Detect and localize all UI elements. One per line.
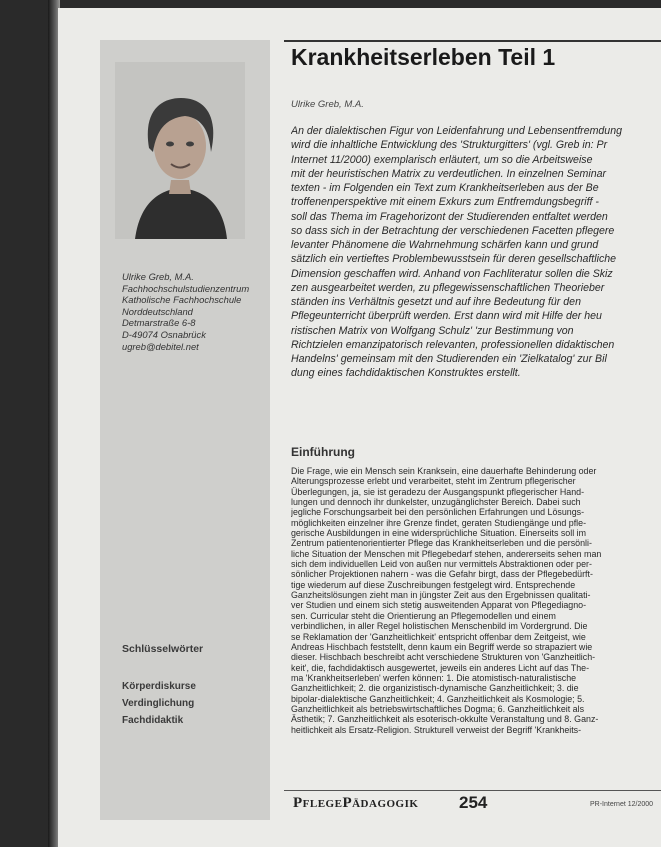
title-rule bbox=[284, 40, 661, 42]
abstract-line: texten - im Folgenden ein Text zum Krankheitserleben aus der Be bbox=[291, 182, 599, 194]
body-line: jegliche Forschungsarbeit bei den persönlichen Erfahrungen und Lösungs- bbox=[291, 507, 585, 518]
portrait-image bbox=[115, 62, 245, 239]
page-number: 254 bbox=[459, 793, 488, 812]
body-line: keit', die, fachdidaktisch ausgewertet, jeweils ein anderes Licht auf das The- bbox=[291, 662, 590, 673]
body-line: lungen und dennoch ihr dunkelster, unzugänglichster Bereich. Dabei such bbox=[291, 497, 581, 508]
body-line: gerische Ausbildungen in eine widersprüchliche Situation. Einerseits soll im bbox=[291, 528, 587, 539]
abstract-line: levanter Phänomene die Wahrnehmung schärfen kann und grund bbox=[291, 239, 599, 251]
body-line: Ganzheitlichkeit; 2. die organizistisch-dynamische Ganzheitlichkeit; 3. die bbox=[291, 683, 579, 694]
body-line: liche Situation der Menschen mit Pflegebedarf stehen, andererseits sehen man bbox=[291, 548, 602, 559]
abstract bbox=[291, 124, 661, 381]
body-line: Ganzheitslösungen zieht man in jüngster Zeit aus den Ergebnissen qualitati- bbox=[291, 590, 591, 601]
abstract-line: troffenenperspektive mit einem Exkurs zum Entfremdungsbegriff - bbox=[291, 196, 599, 209]
abstract-line: so dass sich in der Betrachtung der verschiedenen Facetten pflegere bbox=[291, 224, 615, 237]
author-info-line: Fachhochschulstudienzentrum bbox=[122, 282, 250, 294]
abstract-line: Internet 11/2000) exemplarisch erläutert, um so die Arbeitsweise bbox=[291, 153, 593, 166]
abstract-line: Handelns' gemeinsam mit den Studierenden ein 'Zielkatalog' zur Bil bbox=[291, 353, 607, 365]
keywords-title: Schlüsselwörter bbox=[122, 643, 204, 655]
article-byline: Ulrike Greb, M.A. bbox=[291, 99, 364, 110]
body-line: tige wiederum auf diese Zuschreibungen festgelegt wird. Entsprechende bbox=[291, 579, 576, 590]
keyword-item: Verdinglichung bbox=[122, 698, 195, 709]
abstract-line: An der dialektischen Figur von Leidenfahrung und Lebensentfremdung bbox=[291, 125, 622, 137]
author-info-line: Ulrike Greb, M.A. bbox=[122, 271, 194, 282]
author-info-line: D-49074 Osnabrück bbox=[122, 328, 206, 340]
body-line: Die Frage, wie ein Mensch sein Kranksein, eine dauerhafte Behinderung oder bbox=[291, 466, 597, 476]
body-line: se Reklamation der 'Ganzheitlichkeit' entspricht offenbar dem Zeitgeist, wie bbox=[291, 631, 586, 642]
body-line: Ganzheitlichkeit als betriebswirtschaftliches Dogma; 6. Ganzheitlichkeit als bbox=[291, 703, 585, 714]
article-title: Krankheitserleben Teil 1 bbox=[291, 44, 556, 70]
abstract-line: ristischen Matrix von Wolfgang Schulz' 'zur Bestimmung von bbox=[291, 324, 574, 337]
abstract-line: zen ausgearbeitet werden, zu pflegewissenschaftlichen Theorieber bbox=[291, 281, 605, 294]
body-line: ver Studien und einem sich stetig ausweitenden Apparat von Pflegediagno- bbox=[291, 600, 587, 611]
keywords-list bbox=[122, 678, 196, 729]
keyword-item: Körperdiskurse bbox=[122, 681, 196, 692]
body-line: möglichkeiten einzelner ihre Grenze findet, geraten Studiengänge und pfle- bbox=[291, 517, 587, 528]
abstract-line: mit der heuristischen Matrix zu verdeutlichen. In einzelnen Seminar bbox=[291, 167, 607, 180]
author-address bbox=[122, 271, 262, 352]
issue-reference: PR-Internet 12/2000 bbox=[590, 801, 654, 808]
body-text bbox=[291, 466, 661, 735]
body-line: dieser. Hischbach beschreibt acht verschiedene Strukturen von 'Ganzheitlich- bbox=[291, 652, 596, 663]
body-line: sönlicher Projektionen nahern - was die Gefahr birgt, dass der Pflegebedürft- bbox=[291, 569, 593, 580]
section-heading: Einführung bbox=[291, 445, 355, 459]
abstract-line: Dimension geschaffen wird. Anhand von Fachliteratur sollen die Skiz bbox=[291, 267, 613, 280]
body-line: Andreas Hischbach feststellt, denn kaum ein Begriff werde so strapaziert wie bbox=[291, 641, 593, 652]
body-line: Überlegungen, ja, sie ist geradezu der Ausgangspunkt pflegerischer Hand- bbox=[291, 486, 585, 497]
abstract-line: wird die inhaltliche Entwicklung des 'Strukturgitters' (vgl. Greb in: Pr bbox=[291, 139, 608, 152]
body-line: heitlichkeit als Ersatz-Religion. Strukturell verweist der Begriff 'Krankheits- bbox=[291, 724, 582, 735]
author-photo bbox=[115, 62, 245, 239]
footer-rule bbox=[284, 790, 661, 791]
author-email: ugreb@debitel.net bbox=[122, 340, 199, 352]
body-line: Alterungsprozesse erlebt und verarbeitet, steht im Zentrum pflegerischer bbox=[291, 476, 576, 487]
body-line: Zentrum patientenorientierter Pflege das Krankheitserleben und die persönli- bbox=[291, 538, 592, 549]
body-line: bipolar-dialektische Ganzheitlichkeit; 4. Ganzheitlichkeit als Kosmologie; 5. bbox=[291, 693, 585, 704]
body-line: Ästhetik; 7. Ganzheitlichkeit als esoterisch-okkulte Veranstaltung und 8. Ganz- bbox=[291, 714, 599, 725]
body-line: verbindlichen, in aller Regel holistischen Menschenbild im Vordergrund. Die bbox=[291, 621, 588, 632]
abstract-line: Richtzielen emanzipatorisch relevanten, professionellen didaktischen bbox=[291, 338, 615, 351]
body-line: ma 'Krankheitserleben' werfen können: 1. Die atomistisch-naturalistische bbox=[291, 672, 577, 683]
abstract-line: ständen ins Verhältnis gesetzt und auf ihre Bedeutung für den bbox=[291, 296, 581, 308]
abstract-line: Pflegeunterricht überprüft werden. Erst dann wird mit Hilfe der heu bbox=[291, 310, 602, 323]
keyword-item: Fachdidaktik bbox=[122, 715, 184, 726]
author-info-line: Katholische Fachhochschule bbox=[122, 294, 242, 306]
abstract-line: soll das Thema im Fragehorizont der Studierenden entfaltet werden bbox=[291, 210, 608, 223]
journal-name: PflegePädagogik bbox=[293, 795, 419, 811]
abstract-line: dung eines fachdidaktischen Konstruktes erstellt. bbox=[291, 367, 521, 380]
body-line: sen. Curricular steht die Orientierung an Pflegemodellen und einem bbox=[291, 610, 556, 621]
body-line: sich dem individuellen Leid von außen nur vermittels Abstraktionen oder per- bbox=[291, 559, 592, 570]
author-info-line: Norddeutschland bbox=[122, 305, 193, 317]
author-info-line: Detmarstraße 6-8 bbox=[122, 317, 196, 329]
abstract-line: sätzlich ein vertieftes Problembewusstsein für deren gesellschaftliche bbox=[291, 253, 617, 266]
